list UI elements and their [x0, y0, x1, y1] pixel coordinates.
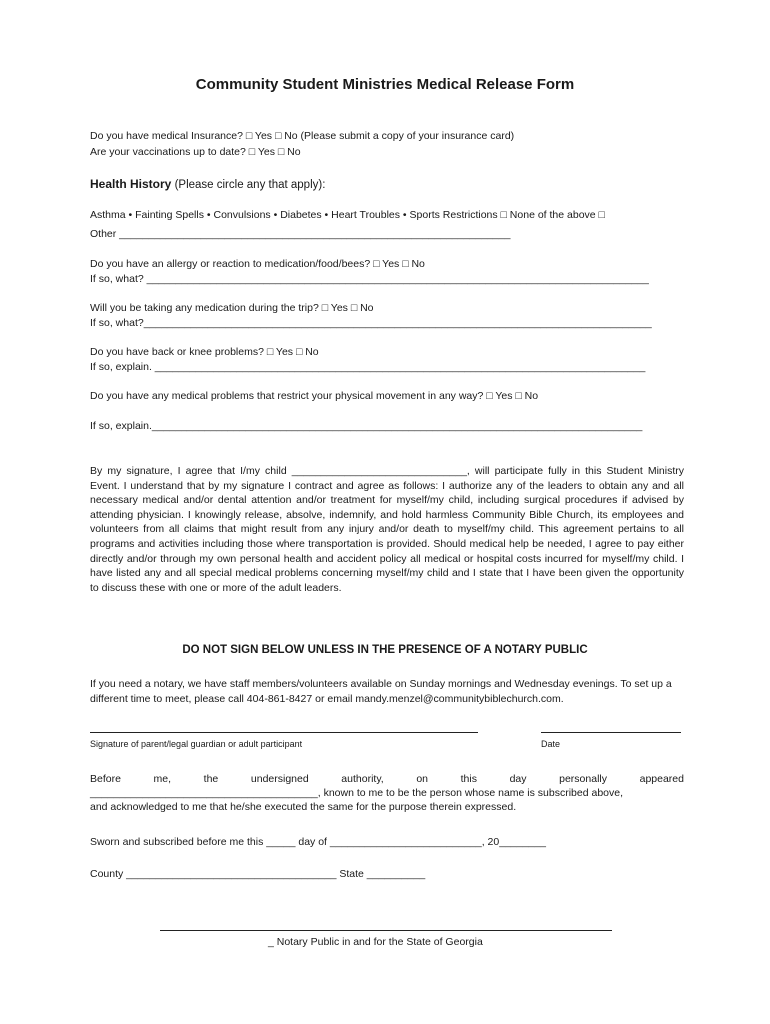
- ack-word: me,: [153, 773, 172, 785]
- notary-public-label: _ Notary Public in and for the State of Georgia: [268, 936, 483, 948]
- acknowledgment-line-2: _______________________________________, known to me to be the person whose name is subscribed above,: [90, 787, 624, 799]
- other-condition-line: Other ___________________________________________________________________: [90, 228, 511, 240]
- health-history-title: Health History: [90, 177, 172, 191]
- notary-info: If you need a notary, we have staff members/volunteers available on Sunday mornings and Wednesday evenings. To set up a different time to meet, please call 404-861-8427 or email mandy.menzel@communitybiblechurch.com.: [90, 678, 672, 705]
- agreement-paragraph: By my signature, I agree that I/my child ______________________________, will participate fully in this Student Ministry Event. I understand that by my signature I contract and agree as follows: I authorize any of the leaders to obtain any and all necessary medical and/or dental attention and/or treatment for myself/my child, including surgical procedures if advised by attending physician. I knowingly release, absolve, indemnify, and hold harmless Community Bible Church, its employees and volunteers from all claims that might result from any injury and/or death to myself/my child. This agreement pertains to all programs and activities including those where transportation is provided. Should medical help be needed, I agree to pay either directly and/or through my own personal health and accident policy all medical or hospital costs incurred for myself/my child. I have listed any and all special medical problems concerning myself/my child and I state that I have been given the opportunity to discuss these with one or more of the adult leaders.: [90, 465, 684, 594]
- back-knee-question: Do you have back or knee problems? □ Yes □ No: [90, 346, 319, 358]
- signature-line[interactable]: [90, 732, 478, 733]
- acknowledgment-block: [90, 772, 684, 814]
- ack-word: appeared: [639, 773, 684, 785]
- acknowledgment-line-3: and acknowledged to me that he/she executed the same for the purpose therein expressed.: [90, 801, 517, 813]
- county-state-line: County ____________________________________ State __________: [90, 868, 426, 880]
- notary-warning-heading: DO NOT SIGN BELOW UNLESS IN THE PRESENCE OF A NOTARY PUBLIC: [182, 644, 588, 656]
- conditions-list: Asthma • Fainting Spells • Convulsions • Diabetes • Heart Troubles • Sports Restrictions □ None of the above □: [90, 209, 605, 221]
- date-label: Date: [541, 739, 561, 749]
- allergy-followup: If so, what? ______________________________________________________________________________________: [90, 273, 649, 285]
- ack-word: this: [460, 773, 477, 785]
- ack-word: on: [416, 773, 429, 785]
- date-line[interactable]: [541, 732, 681, 733]
- back-knee-followup: If so, explain. ____________________________________________________________________________________: [90, 361, 646, 373]
- sworn-line: Sworn and subscribed before me this _____ day of __________________________, 20________: [90, 836, 546, 848]
- health-history-instruction: (Please circle any that apply):: [174, 179, 326, 191]
- allergy-question: Do you have an allergy or reaction to medication/food/bees? □ Yes □ No: [90, 258, 425, 270]
- form-title: Community Student Ministries Medical Release Form: [195, 76, 575, 93]
- ack-word: undersigned: [250, 773, 309, 785]
- insurance-question: Do you have medical Insurance? □ Yes □ No (Please submit a copy of your insurance card): [90, 130, 515, 142]
- ack-word: personally: [559, 773, 607, 785]
- ack-word: day: [509, 773, 527, 785]
- vaccination-question: Are your vaccinations up to date? □ Yes □ No: [90, 146, 301, 158]
- medication-question: Will you be taking any medication during the trip? □ Yes □ No: [90, 302, 374, 314]
- notary-signature-line[interactable]: [160, 930, 612, 931]
- signature-label: Signature of parent/legal guardian or adult participant: [90, 739, 303, 749]
- ack-word: authority,: [341, 773, 384, 785]
- movement-question: Do you have any medical problems that restrict your physical movement in any way? □ Yes □ No: [90, 390, 539, 402]
- acknowledgment-line-1: [90, 772, 684, 786]
- health-history-heading: [90, 177, 325, 191]
- movement-followup: If so, explain.____________________________________________________________________________________: [90, 420, 643, 432]
- ack-word: Before: [90, 773, 121, 785]
- medication-followup: If so, what?_______________________________________________________________________________________: [90, 317, 652, 329]
- ack-word: the: [203, 773, 219, 785]
